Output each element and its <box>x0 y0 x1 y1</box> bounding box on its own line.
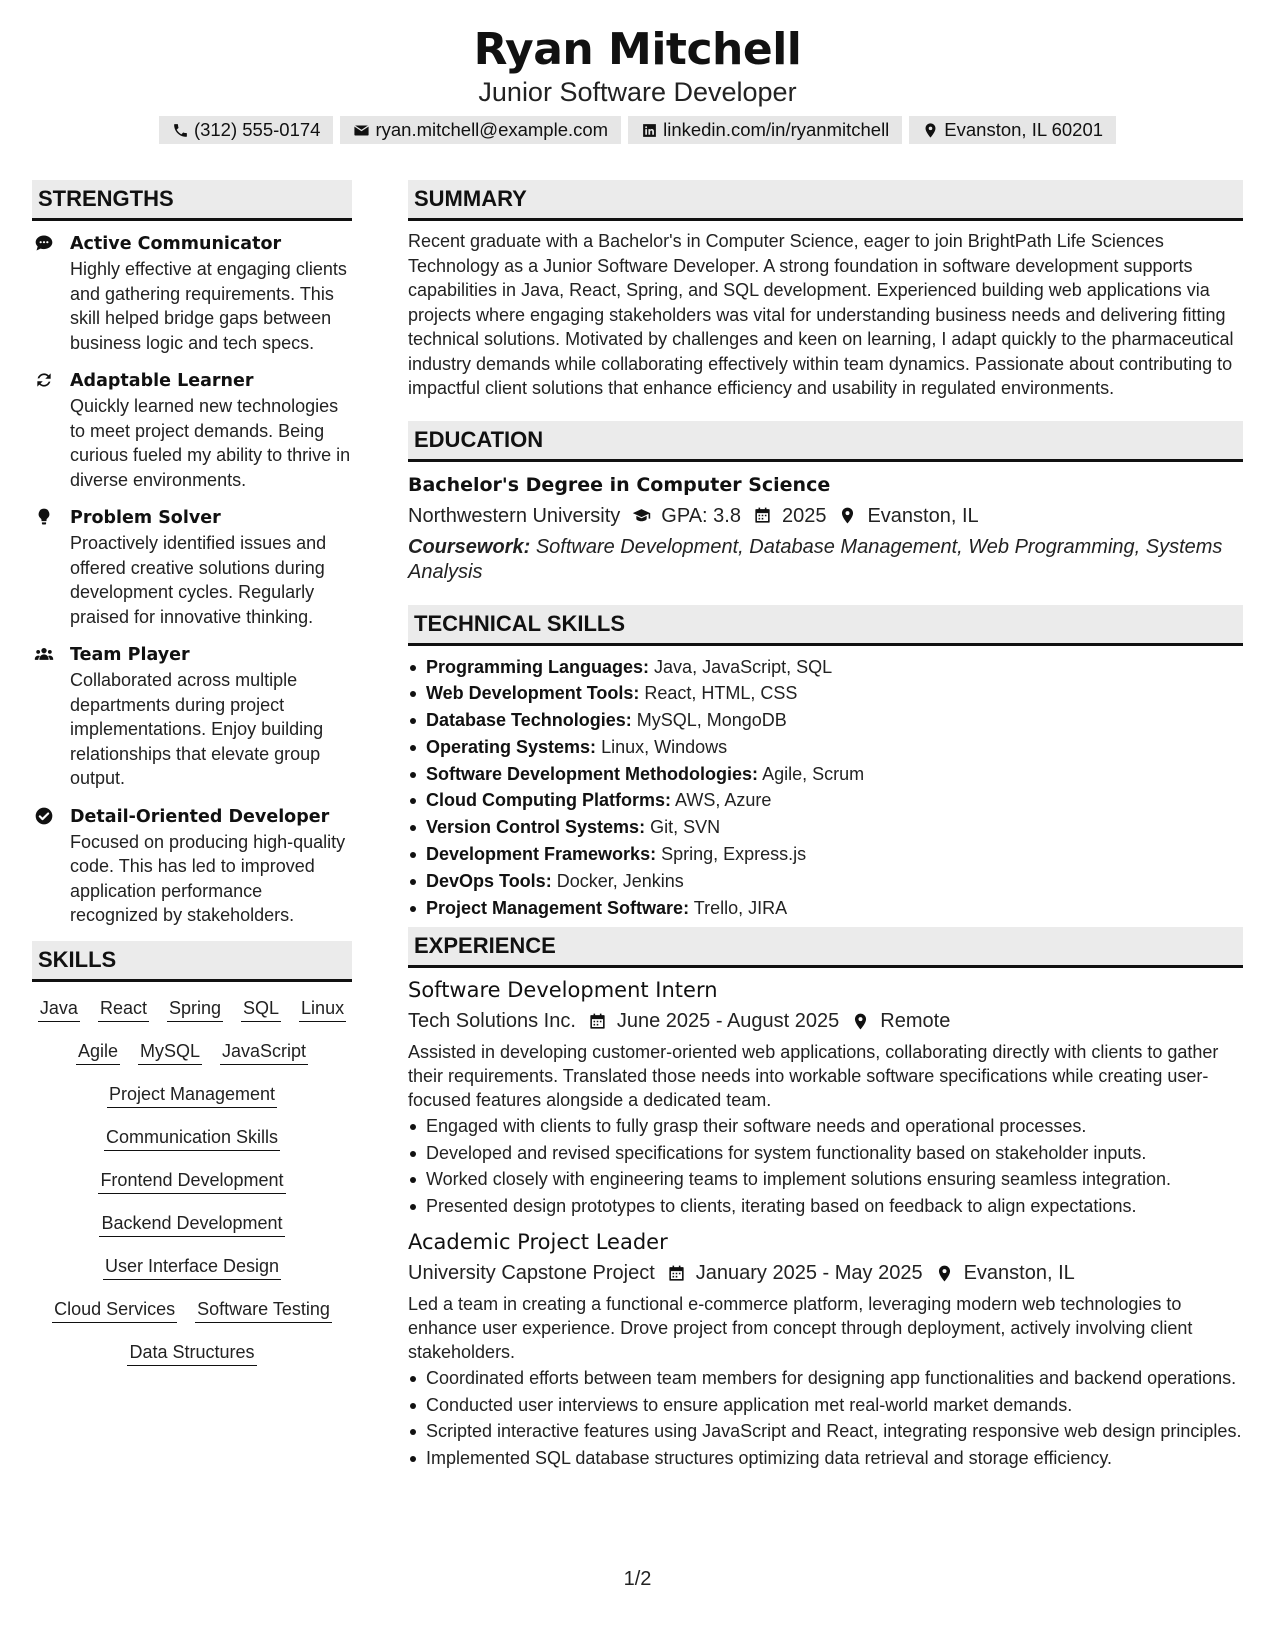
skill-category: Cloud Computing Platforms: <box>426 790 671 811</box>
calendar-icon <box>753 506 772 525</box>
skill-tag: Project Management <box>107 1082 277 1108</box>
candidate-title: Junior Software Developer <box>478 77 797 107</box>
skill-tag: Agile <box>76 1039 120 1065</box>
contact-bar <box>0 116 1275 144</box>
skills-tags <box>32 996 352 1366</box>
skill-category: Project Management Software: <box>426 897 690 918</box>
strength-desc: Quickly learned new technologies to meet project demands. Being curious fueled my ability to thrive in diverse environments. <box>70 396 351 490</box>
skill-tag: React <box>98 996 149 1022</box>
skill-category: Software Development Methodologies: <box>426 763 759 784</box>
job-location: Evanston, IL <box>963 1262 1075 1285</box>
education-meta <box>408 501 1243 531</box>
strength-title: Team Player <box>70 645 190 665</box>
job-entry <box>408 1228 1243 1470</box>
calendar-icon <box>588 1012 607 1031</box>
strength-title: Detail-Oriented Developer <box>70 806 330 827</box>
location-text: Evanston, IL 60201 <box>944 119 1104 140</box>
list-item: Worked closely with engineering teams to implement solutions ensuring seamless integration. <box>408 1167 1243 1192</box>
coursework-list: Software Development, Database Management, Web Programming, Systems Analysis <box>408 535 1223 583</box>
strengths-list <box>32 231 352 928</box>
skill-category: Version Control Systems: <box>426 817 646 838</box>
map-pin-icon <box>851 1012 870 1031</box>
company-name: University Capstone Project <box>408 1262 655 1285</box>
skill-tag: SQL <box>241 996 281 1022</box>
users-icon <box>34 644 54 664</box>
comment-icon <box>34 233 54 253</box>
education-heading: EDUCATION <box>408 421 1243 462</box>
gpa: GPA: 3.8 <box>661 504 741 527</box>
skill-tag: Backend Development <box>99 1211 284 1237</box>
skill-category: Database Technologies: <box>426 710 632 731</box>
strength-item <box>32 368 352 492</box>
job-location: Remote <box>880 1010 951 1033</box>
skill-values: Java, JavaScript, SQL <box>654 656 833 677</box>
strength-desc: Highly effective at engaging clients and gathering requirements. This skill helped bridge gaps between business logic and tech specs. <box>70 259 347 353</box>
list-item: Conducted user interviews to ensure application met real-world market demands. <box>408 1393 1243 1418</box>
job-meta <box>408 1006 1243 1036</box>
summary-heading: SUMMARY <box>408 180 1243 221</box>
skills-heading: SKILLS <box>32 941 352 982</box>
skill-values: Agile, Scrum <box>762 763 865 784</box>
skill-category: Programming Languages: <box>426 656 650 677</box>
skill-values: Docker, Jenkins <box>556 870 684 891</box>
skill-tag: Communication Skills <box>104 1125 280 1151</box>
skill-values: Spring, Express.js <box>661 844 807 865</box>
skill-values: Trello, JIRA <box>693 897 788 918</box>
strength-item <box>32 231 352 355</box>
list-item <box>408 814 1243 841</box>
technical-skills-list <box>408 654 1243 922</box>
linkedin-icon <box>641 122 658 139</box>
list-item: Implemented SQL database structures optimizing data retrieval and storage efficiency. <box>408 1446 1243 1471</box>
envelope-icon <box>353 122 370 139</box>
skill-values: Linux, Windows <box>601 736 728 757</box>
sync-icon <box>34 370 54 390</box>
strengths-heading: STRENGTHS <box>32 180 352 221</box>
right-column <box>408 180 1243 1472</box>
skill-tag: Data Structures <box>127 1340 256 1366</box>
graduation-cap-icon <box>632 506 651 525</box>
list-item <box>408 761 1243 788</box>
resume-header <box>0 22 1275 144</box>
list-item <box>408 654 1243 681</box>
skill-category: Web Development Tools: <box>426 683 640 704</box>
education-entry <box>408 471 1243 585</box>
skill-values: MySQL, MongoDB <box>636 710 787 731</box>
skill-values: AWS, Azure <box>675 790 772 811</box>
linkedin-text: linkedin.com/in/ryanmitchell <box>663 119 890 140</box>
summary-text: Recent graduate with a Bachelor's in Computer Science, eager to join BrightPath Life Sciences Technology as a Junior Software Developer. A strong foundation in software development supports capabilities in Java, React, Spring, and SQL development. Experienced building web applications via projects where engaging stakeholders was vital for understanding business needs and delivering fitting technical solutions. Motivated by challenges and keen on learning, I adapt quickly to the pharmaceutical industry demands while collaborating effectively within team dynamics. Passionate about contributing to impactful client solutions that enhance efficiency and usability in regulated environments. <box>408 231 1234 398</box>
skill-category: Operating Systems: <box>426 736 597 757</box>
list-item: Coordinated efforts between team members for designing app functionalities and backend operations. <box>408 1366 1243 1391</box>
list-item: Presented design prototypes to clients, iterating based on feedback to align expectations. <box>408 1194 1243 1219</box>
graduation-year: 2025 <box>781 504 827 527</box>
list-item <box>408 680 1243 707</box>
list-item <box>408 895 1243 922</box>
page-number: 1/2 <box>623 1568 652 1590</box>
list-item <box>408 734 1243 761</box>
map-pin-icon <box>838 506 857 525</box>
strength-title: Active Communicator <box>70 234 282 254</box>
phone-icon <box>172 122 189 139</box>
left-column <box>32 180 352 1366</box>
skill-tag: Cloud Services <box>52 1297 177 1323</box>
email-text: ryan.mitchell@example.com <box>375 119 609 140</box>
skill-tag: Linux <box>299 996 346 1022</box>
skill-category: Development Frameworks: <box>426 844 657 865</box>
check-circle-icon <box>34 806 54 826</box>
strength-title: Problem Solver <box>70 508 221 528</box>
phone-text: (312) 555-0174 <box>193 119 321 140</box>
job-meta <box>408 1258 1243 1288</box>
map-pin-icon <box>935 1264 954 1283</box>
coursework <box>408 535 1243 585</box>
coursework-label: Coursework: <box>408 535 531 558</box>
list-item: Engaged with clients to fully grasp their software needs and operational processes. <box>408 1114 1243 1139</box>
skill-tag: MySQL <box>138 1039 202 1065</box>
job-title: Academic Project Leader <box>408 1230 668 1255</box>
list-item <box>408 787 1243 814</box>
company-name: Tech Solutions Inc. <box>408 1010 576 1033</box>
strength-title: Adaptable Learner <box>70 371 254 391</box>
job-title: Software Development Intern <box>408 978 718 1003</box>
strength-desc: Collaborated across multiple departments during project implementations. Enjoy building relationships that elevate group output. <box>70 670 324 788</box>
skill-tag: Java <box>38 996 80 1022</box>
list-item <box>408 868 1243 895</box>
candidate-name: Ryan Mitchell <box>473 24 802 75</box>
school-name: Northwestern University <box>408 504 621 527</box>
strength-desc: Proactively identified issues and offered creative solutions during development cycles. Regularly praised for innovative thinking. <box>70 533 327 627</box>
skill-tag: User Interface Design <box>103 1254 281 1280</box>
skill-category: DevOps Tools: <box>426 870 552 891</box>
list-item <box>408 841 1243 868</box>
technical-skills-heading: TECHNICAL SKILLS <box>408 605 1243 646</box>
skill-tag: Frontend Development <box>98 1168 285 1194</box>
skill-values: Git, SVN <box>650 817 721 838</box>
experience-heading: EXPERIENCE <box>408 927 1243 968</box>
job-bullets <box>408 1366 1243 1470</box>
strength-item <box>32 642 352 791</box>
strength-desc: Focused on producing high-quality code. This has led to improved application performance recognized by stakeholders. <box>70 831 346 925</box>
list-item <box>408 707 1243 734</box>
job-entry <box>408 976 1243 1218</box>
contact-phone[interactable] <box>159 116 334 144</box>
contact-email[interactable] <box>340 116 621 144</box>
list-item: Developed and revised specifications for system functionality based on stakeholder inputs. <box>408 1141 1243 1166</box>
job-dates: June 2025 - August 2025 <box>616 1010 840 1033</box>
calendar-icon <box>667 1264 686 1283</box>
map-pin-icon <box>922 122 939 139</box>
lightbulb-icon <box>34 507 54 527</box>
job-bullets <box>408 1114 1243 1218</box>
skill-tag: JavaScript <box>220 1039 308 1065</box>
strength-item <box>32 505 352 629</box>
contact-linkedin[interactable] <box>628 116 902 144</box>
job-dates: January 2025 - May 2025 <box>695 1262 923 1285</box>
list-item: Scripted interactive features using JavaScript and React, integrating responsive web design principles. <box>408 1419 1243 1444</box>
school-location: Evanston, IL <box>867 504 979 527</box>
degree-title: Bachelor's Degree in Computer Science <box>408 473 831 496</box>
contact-location[interactable] <box>909 116 1116 144</box>
job-description: Assisted in developing customer-oriented web applications, collaborating directly with clients to gather their requirements. Translated those needs into workable software specifications while creating user-focused features alongside a dedicated team. <box>408 1042 1219 1111</box>
skill-values: React, HTML, CSS <box>644 683 798 704</box>
strength-item <box>32 804 352 928</box>
job-description: Led a team in creating a functional e-commerce platform, leveraging modern web technologies to enhance user experience. Drove project from concept through deployment, actively involving client stakeholders. <box>408 1294 1193 1363</box>
skill-tag: Software Testing <box>195 1297 332 1323</box>
skill-tag: Spring <box>167 996 223 1022</box>
